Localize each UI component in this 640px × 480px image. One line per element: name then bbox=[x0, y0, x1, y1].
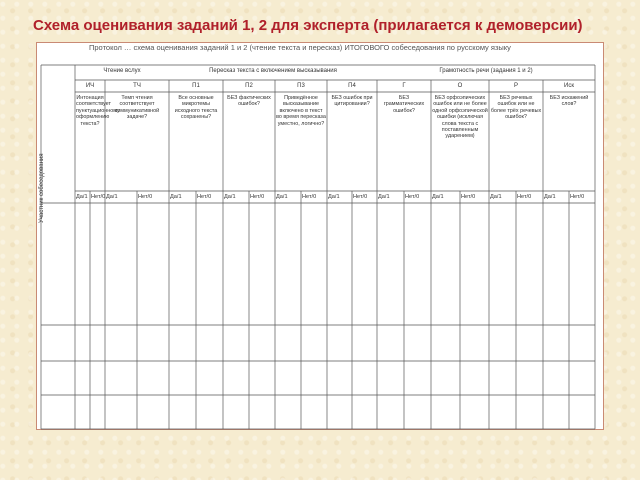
criterion-description: Все основные микротемы исходного текста сохранены? bbox=[174, 95, 218, 121]
criterion-description: БЕЗ грамматических ошибок? bbox=[383, 95, 425, 114]
no-column-label: Нет/0 bbox=[353, 194, 368, 200]
evaluation-form bbox=[36, 42, 604, 430]
no-column-label: Нет/0 bbox=[405, 194, 420, 200]
no-column-label: Нет/0 bbox=[517, 194, 532, 200]
criterion-code: П2 bbox=[245, 83, 253, 89]
form-caption: Протокол … схема оценивания заданий 1 и 2 (чтение текста и пересказ) ИТОГОВОГО собеседования по русскому языку bbox=[89, 43, 511, 52]
criterion-description: Интонация соответствует пунктуационному оформлению текста? bbox=[76, 95, 120, 127]
no-column-label: Нет/0 bbox=[138, 194, 153, 200]
no-column-label: Нет/0 bbox=[461, 194, 476, 200]
no-column-label: Нет/0 bbox=[91, 194, 106, 200]
criterion-code: ИЧ bbox=[85, 83, 95, 89]
criterion-code: Р bbox=[513, 83, 518, 89]
yes-column-label: Да/1 bbox=[106, 194, 118, 200]
group-header: Грамотность речи (задания 1 и 2) bbox=[439, 68, 533, 74]
yes-column-label: Да/1 bbox=[276, 194, 288, 200]
yes-column-label: Да/1 bbox=[76, 194, 88, 200]
group-header: Чтение вслух bbox=[103, 68, 141, 74]
yes-column-label: Да/1 bbox=[432, 194, 444, 200]
criterion-description: БЕЗ фактических ошибок? bbox=[227, 95, 271, 108]
criterion-description: Темп чтения соответствует коммуникативной задаче? bbox=[114, 95, 160, 121]
criterion-code: О bbox=[457, 83, 463, 89]
yes-column-label: Да/1 bbox=[378, 194, 390, 200]
criterion-code: Г bbox=[402, 83, 406, 89]
page-title: Схема оценивания заданий 1, 2 для эксперта (прилагается к демоверсии) bbox=[33, 17, 583, 34]
no-column-label: Нет/0 bbox=[250, 194, 265, 200]
criterion-code: П4 bbox=[348, 83, 356, 89]
participants-column-label: Участник собеседования bbox=[39, 153, 45, 223]
yes-column-label: Да/1 bbox=[224, 194, 236, 200]
criterion-code: ТЧ bbox=[133, 83, 141, 89]
no-column-label: Нет/0 bbox=[302, 194, 317, 200]
no-column-label: Нет/0 bbox=[570, 194, 585, 200]
yes-column-label: Да/1 bbox=[170, 194, 182, 200]
criterion-code: П1 bbox=[192, 83, 200, 89]
criterion-description: БЕЗ речевых ошибок или не более трёх речевых ошибок? bbox=[490, 95, 542, 121]
criterion-description: БЕЗ ошибок при цитировании? bbox=[331, 95, 373, 108]
yes-column-label: Да/1 bbox=[490, 194, 502, 200]
no-column-label: Нет/0 bbox=[197, 194, 212, 200]
criterion-code: П3 bbox=[297, 83, 305, 89]
criterion-description: БЕЗ искажений слов? bbox=[549, 95, 589, 108]
criterion-code: Иск bbox=[564, 83, 574, 89]
criterion-description: БЕЗ орфоэпических ошибок или не более одной орфоэпической ошибки (исключая слова текста с поставленным ударением) bbox=[432, 95, 488, 140]
yes-column-label: Да/1 bbox=[328, 194, 340, 200]
yes-column-label: Да/1 bbox=[544, 194, 556, 200]
group-header: Пересказ текста с включением высказывания bbox=[209, 68, 337, 74]
criterion-description: Приведённое высказывание включено в текст во время пересказа уместно, логично? bbox=[276, 95, 326, 127]
